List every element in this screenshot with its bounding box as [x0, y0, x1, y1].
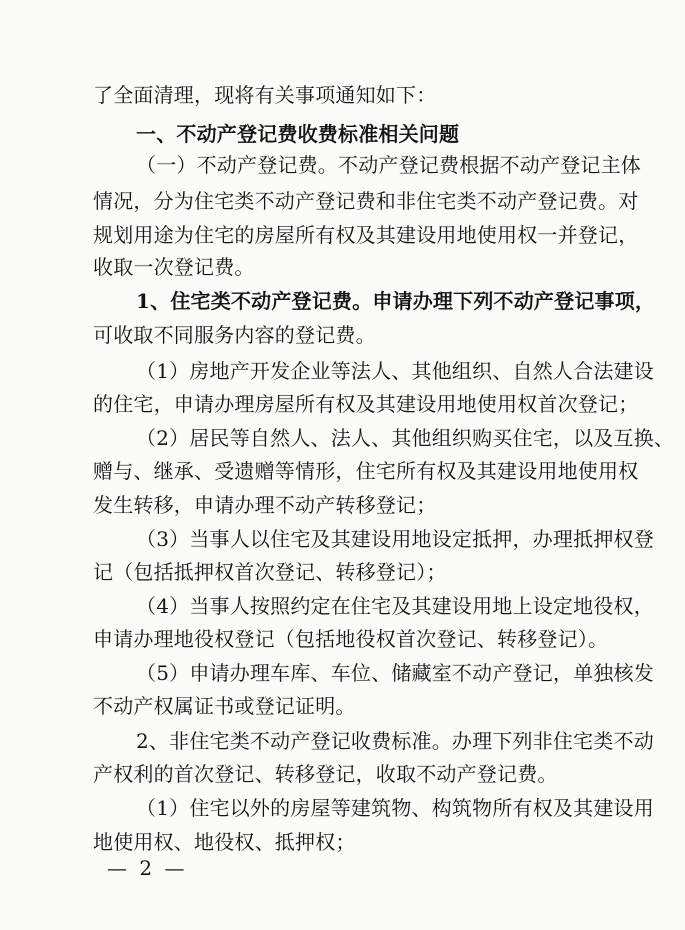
- text-line-19: 不动产权属证书或登记证明。: [93, 694, 356, 718]
- text-line-23: 地使用权、地役权、抵押权；: [93, 830, 356, 854]
- text-line-14: （3）当事人以住宅及其建设用地设定抵押，办理抵押权登: [136, 527, 654, 551]
- section-heading: 一、不动产登记费收费标准相关问题: [136, 122, 460, 146]
- text-line-10: 的住宅，申请办理房屋所有权及其建设用地使用权首次登记；: [93, 392, 639, 416]
- text-line-1: 了全面清理，现将有关事项通知如下：: [93, 83, 437, 107]
- text-line-22: （1）住宅以外的房屋等建筑物、构筑物所有权及其建设用: [136, 796, 654, 820]
- text-line-5: 规划用途为住宅的房屋所有权及其建设用地使用权一并登记，: [93, 223, 639, 247]
- text-line-18: （5）申请办理车库、车位、储藏室不动产登记，单独核发: [136, 661, 654, 685]
- text-line-21: 产权利的首次登记、转移登记，收取不动产登记费。: [93, 762, 558, 786]
- text-line-16: （4）当事人按照约定在住宅及其建设用地上设定地役权，: [136, 594, 654, 618]
- text-line-7: 1、住宅类不动产登记费。申请办理下列不动产登记事项，: [136, 289, 656, 313]
- text-line-20: 2、非住宅类不动产登记收费标准。办理下列非住宅类不动: [136, 729, 654, 753]
- page-number: — 2 —: [107, 856, 188, 880]
- text-line-8: 可收取不同服务内容的登记费。: [93, 323, 376, 347]
- text-line-12: 赠与、继承、受遗赠等情形，住宅所有权及其建设用地使用权: [93, 459, 639, 483]
- text-line-13: 发生转移，申请办理不动产转移登记；: [93, 493, 437, 517]
- text-line-9: （1）房地产开发企业等法人、其他组织、自然人合法建设: [136, 359, 654, 383]
- text-line-11: （2）居民等自然人、法人、其他组织购买住宅，以及互换、: [136, 426, 675, 450]
- text-line-6: 收取一次登记费。: [93, 255, 255, 279]
- text-line-15: 记（包括抵押权首次登记、转移登记）；: [93, 560, 447, 584]
- text-line-17: 申请办理地役权登记（包括地役权首次登记、转移登记）。: [93, 627, 609, 651]
- text-line-3: （一）不动产登记费。不动产登记费根据不动产登记主体: [136, 153, 641, 177]
- text-line-4: 情况，分为住宅类不动产登记费和非住宅类不动产登记费。对: [93, 189, 639, 213]
